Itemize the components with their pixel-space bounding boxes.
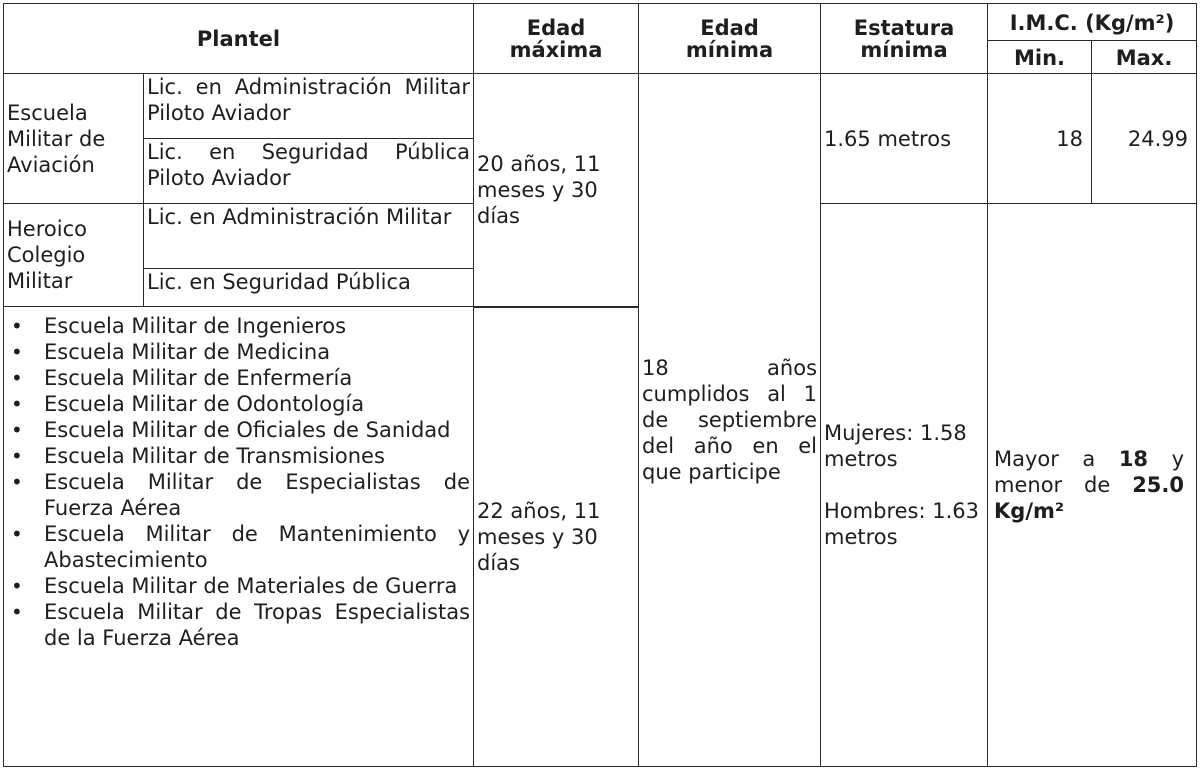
header-edad-maxima	[474, 4, 639, 74]
school-aviacion: Escuela Militar de Aviación	[4, 74, 144, 204]
imc-others-mid: y menor de	[994, 447, 1184, 497]
estatura-men: Hombres: 1.63 metros	[824, 499, 979, 549]
program-aviacion-seguridad: Lic. en Seguridad Pública Piloto Aviador	[144, 139, 474, 204]
imc-others-min: 18	[1118, 447, 1149, 471]
requirements-table	[3, 3, 1197, 767]
schools-list	[7, 313, 470, 651]
header-estatura-line1: Estatura	[853, 15, 955, 40]
list-item: • Escuela Militar de Tropas Especialistas de la Fuerza Aérea	[7, 599, 470, 651]
list-item: • Escuela Militar de Oficiales de Sanidad	[7, 417, 470, 443]
school-colegio: Heroico Colegio Militar	[4, 204, 144, 307]
edad-maxima-group1: 20 años, 11 meses y 30 días	[474, 74, 639, 307]
program-colegio-admin: Lic. en Administración Militar	[144, 204, 474, 269]
header-edad-minima	[639, 4, 821, 74]
header-estatura-line2: mínima	[860, 37, 948, 62]
estatura-others	[821, 204, 988, 767]
imc-aviacion-min: 18	[988, 74, 1092, 204]
header-edad-maxima-line1: Edad	[526, 15, 586, 40]
list-item: • Escuela Militar de Enfermería	[7, 365, 470, 391]
imc-aviacion-max: 24.99	[1092, 74, 1197, 204]
header-imc-max: Max.	[1092, 41, 1197, 74]
header-edad-minima-line2: mínima	[685, 37, 774, 62]
header-estatura-minima	[821, 4, 988, 74]
list-item: • Escuela Militar de Ingenieros	[7, 313, 470, 339]
estatura-aviacion: 1.65 metros	[821, 74, 988, 204]
header-edad-maxima-line2: máxima	[509, 37, 603, 62]
imc-others	[988, 204, 1197, 767]
program-aviacion-admin: Lic. en Administración Militar Piloto Aviador	[144, 74, 474, 139]
edad-minima-value: 18 años cumplidos al 1 de septiembre del año en el que participe	[639, 74, 821, 767]
header-imc: I.M.C. (Kg/m²)	[988, 4, 1197, 41]
imc-others-max: 25.0 Kg/m²	[994, 473, 1185, 523]
list-item: • Escuela Militar de Mantenimiento y Abastecimiento	[7, 521, 470, 573]
list-item: • Escuela Militar de Especialistas de Fuerza Aérea	[7, 469, 470, 521]
list-item: • Escuela Militar de Materiales de Guerra	[7, 573, 470, 599]
schools-list-cell	[4, 307, 474, 767]
edad-maxima-group2: 22 años, 11 meses y 30 días	[474, 308, 639, 767]
imc-others-prefix: Mayor a	[994, 447, 1096, 471]
list-item: • Escuela Militar de Medicina	[7, 339, 470, 365]
header-edad-minima-line1: Edad	[700, 15, 759, 40]
list-item: • Escuela Militar de Odontología	[7, 391, 470, 417]
list-item: • Escuela Militar de Transmisiones	[7, 443, 470, 469]
header-imc-min: Min.	[988, 41, 1092, 74]
estatura-women: Mujeres: 1.58 metros	[824, 421, 967, 471]
header-plantel: Plantel	[4, 4, 474, 74]
program-colegio-seguridad: Lic. en Seguridad Pública	[144, 269, 474, 307]
